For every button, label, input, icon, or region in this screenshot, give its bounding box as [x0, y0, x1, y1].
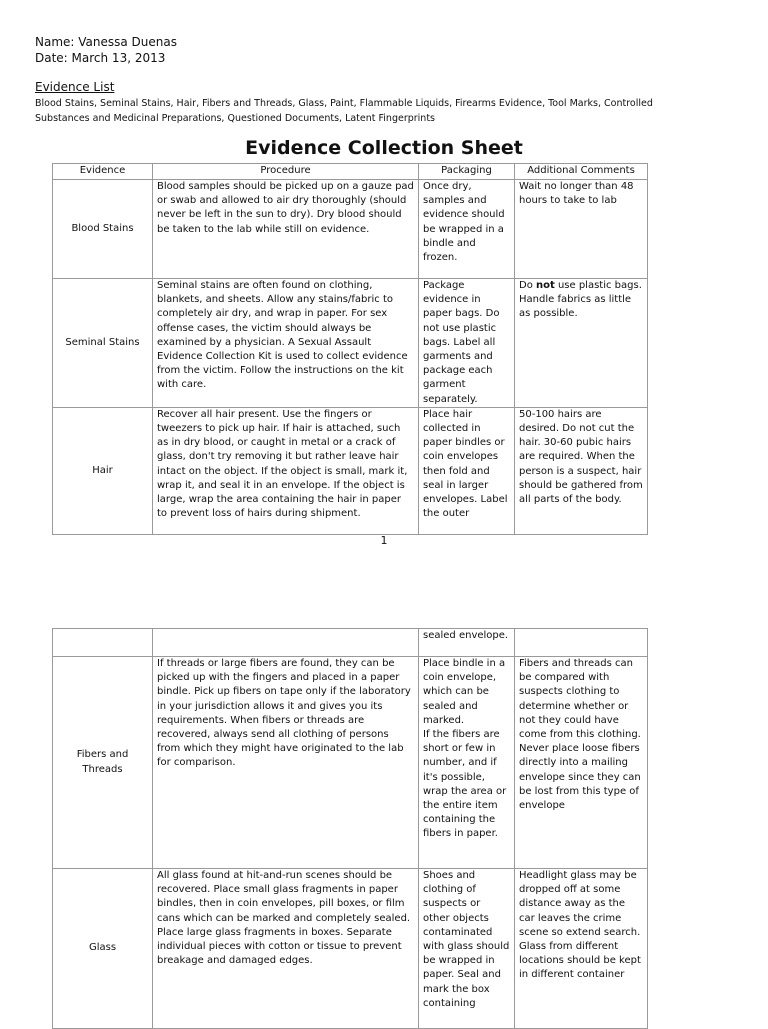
- packaging-cell: Once dry, samples and evidence should be wrapped in a bindle and frozen.: [419, 180, 515, 279]
- packaging-cell: sealed envelope.: [419, 629, 515, 657]
- comments-cell: [515, 279, 648, 408]
- procedure-cell: All glass found at hit-and-run scenes should be recovered. Place small glass fragments in paper bindles, then in coin envelopes, pill boxes, or film cans which can be marked and completely sealed. Place large glass fragments in boxes. Separate individual pieces with cotton or tissue to prevent breakage and damaged edges.: [153, 869, 419, 1029]
- evidence-table-continued: [52, 628, 648, 1029]
- comments-cell: Fibers and threads can be compared with suspects clothing to determine whether or not they could have come from this clothing. Never place loose fibers directly into a mailing envelope since they can be lost from this type of envelope: [515, 657, 648, 869]
- packaging-text: Place hair collected in paper bindles or coin envelopes then fold and seal in larger envelopes. Label the outer: [423, 408, 508, 520]
- comments-cell: Wait no longer than 48 hours to take to lab: [515, 180, 648, 279]
- evidence-cell: Seminal Stains: [53, 279, 153, 408]
- packaging-cell: [419, 407, 515, 534]
- comments-cell: 50-100 hairs are desired. Do not cut the hair. 30-60 pubic hairs are required. When the person is a suspect, hair should be gathered from all parts of the body.: [515, 407, 648, 534]
- evidence-cell: Blood Stains: [53, 180, 153, 279]
- procedure-cell: Seminal stains are often found on clothing, blankets, and sheets. Allow any stains/fabric to completely air dry, and wrap in paper. For sex offense cases, the victim should always be examined by a physician. A Sexual Assault Evidence Collection Kit is used to collect evidence from the victim. Follow the instructions on the kit with care.: [153, 279, 419, 408]
- column-header-evidence: Evidence: [53, 164, 153, 180]
- procedure-cell: Recover all hair present. Use the fingers or tweezers to pick up hair. If hair is attached, such as in dry blood, or caught in metal or a crack of glass, don't try removing it but rather leave hair intact on the object. If the object is small, mark it, wrap it, and seal it in an envelope. If the object is large, wrap the area containing the hair in paper to prevent loss of hairs during shipment.: [153, 407, 419, 534]
- table-header-row: [53, 164, 648, 180]
- evidence-table: [52, 163, 648, 535]
- table-row: [53, 869, 648, 1029]
- evidence-cell: Glass: [53, 869, 153, 1029]
- table-row: [53, 279, 648, 408]
- packaging-cell: [419, 657, 515, 869]
- comments-line: Do not use plastic bags.: [519, 280, 642, 291]
- page-title: Evidence Collection Sheet: [245, 137, 523, 159]
- column-header-procedure: Procedure: [153, 164, 419, 180]
- packaging-text: Shoes and clothing of suspects or other objects contaminated with glass should be wrapped in paper. Seal and mark the box containing: [423, 870, 510, 1009]
- student-name: Name: Vanessa Duenas: [35, 35, 177, 49]
- table-row: [53, 407, 648, 534]
- procedure-cell: [153, 629, 419, 657]
- packaging-cell: [419, 869, 515, 1029]
- comments-cell: Headlight glass may be dropped off at some distance away as the car leaves the crime scene so extend search. Glass from different locations should be kept in different container: [515, 869, 648, 1029]
- comments-cell: [515, 629, 648, 657]
- comments-line: Handle fabrics as little as possible.: [519, 294, 632, 320]
- document-date: Date: March 13, 2013: [35, 51, 166, 65]
- page-number: 1: [380, 534, 388, 547]
- column-header-comments: Additional Comments: [515, 164, 648, 180]
- document-page-2: [0, 560, 768, 1024]
- evidence-cell: Hair: [53, 407, 153, 534]
- packaging-line: If the fibers are short or few in number, and if it's possible, wrap the area or the entire item containing the fibers in paper.: [423, 729, 507, 840]
- evidence-list-items: Blood Stains, Seminal Stains, Hair, Fibers and Threads, Glass, Paint, Flammable Liquids, Firearms Evidence, Tool Marks, Controlled Substances and Medicinal Preparations, Questioned Documents, Latent Fingerprints: [35, 98, 653, 124]
- column-header-packaging: Packaging: [419, 164, 515, 180]
- evidence-cell: Fibers and Threads: [53, 657, 153, 869]
- emphasis-not: not: [536, 280, 555, 291]
- evidence-cell: [53, 629, 153, 657]
- packaging-line: Place bindle in a coin envelope, which can be sealed and marked.: [423, 658, 506, 726]
- procedure-cell: If threads or large fibers are found, they can be picked up with the fingers and placed in a paper bindle. Pick up fibers on tape only if the laboratory in your jurisdiction allows it and gives you its requirements. When fibers or threads are recovered, always send all clothing of persons from which they might have originated to the lab for comparison.: [153, 657, 419, 869]
- packaging-cell: Package evidence in paper bags. Do not use plastic bags. Label all garments and package each garment separately.: [419, 279, 515, 408]
- table-row: [53, 180, 648, 279]
- evidence-list-heading: Evidence List: [35, 80, 115, 94]
- table-row: [53, 657, 648, 869]
- procedure-cell: Blood samples should be picked up on a gauze pad or swab and allowed to air dry thoroughly (should never be left in the sun to dry). Dry blood should be taken to the lab while still on evidence.: [153, 180, 419, 279]
- table-row: [53, 629, 648, 657]
